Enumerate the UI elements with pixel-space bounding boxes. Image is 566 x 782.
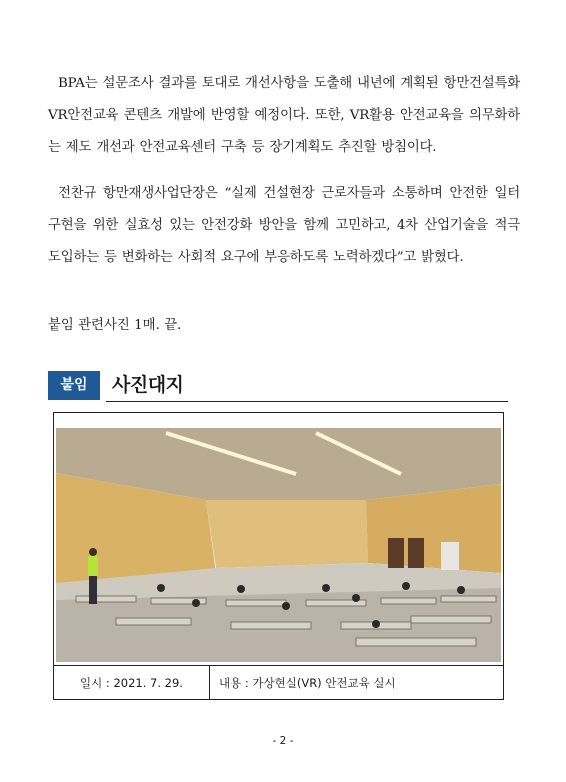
photo-door <box>408 538 424 568</box>
attachment-note: 붙임 관련사진 1매. 끝. <box>48 318 182 333</box>
photo-door <box>388 538 404 568</box>
photo-back-wall <box>206 500 368 568</box>
photo-sheet <box>53 412 504 700</box>
paragraph-2-text: 전찬규 항만재생사업단장은 “실제 건설현장 근로자들과 소통하며 안전한 일터 구현을 위한 실효성 있는 안전강화 방안을 함께 고민하고, 4차 산업기술을 적극 도입하는 등 변화하는 사회적 요구에 부응하도록 노력하겠다”고 밝혔다. <box>48 186 520 265</box>
attachment-underline <box>106 401 508 402</box>
photo-door <box>441 542 459 570</box>
training-photo-illustration <box>56 428 501 662</box>
attachment-badge: 붙임 <box>48 371 100 400</box>
paragraph-1-text: BPA는 설문조사 결과를 토대로 개선사항을 도출해 내년에 계획된 항만건설특화 VR안전교육 콘텐츠 개발에 반영할 예정이다. 또한, VR활용 안전교육을 의무화하는 제도 개선과 안전교육센터 구축 등 장기계획도 추진할 방침이다. <box>48 76 520 155</box>
attachment-header <box>48 371 508 403</box>
photo-caption-date: 일시 : 2021. 7. 29. <box>54 666 210 700</box>
page-number: - 2 - <box>272 735 294 747</box>
paragraph-2 <box>48 178 520 274</box>
photo-caption-content: 내용 : 가상현실(VR) 안전교육 실시 <box>219 676 396 690</box>
attachment-title: 사진대지 <box>112 374 184 396</box>
photo-caption-row <box>54 665 503 700</box>
training-photo <box>56 428 501 662</box>
paragraph-1 <box>48 68 520 164</box>
